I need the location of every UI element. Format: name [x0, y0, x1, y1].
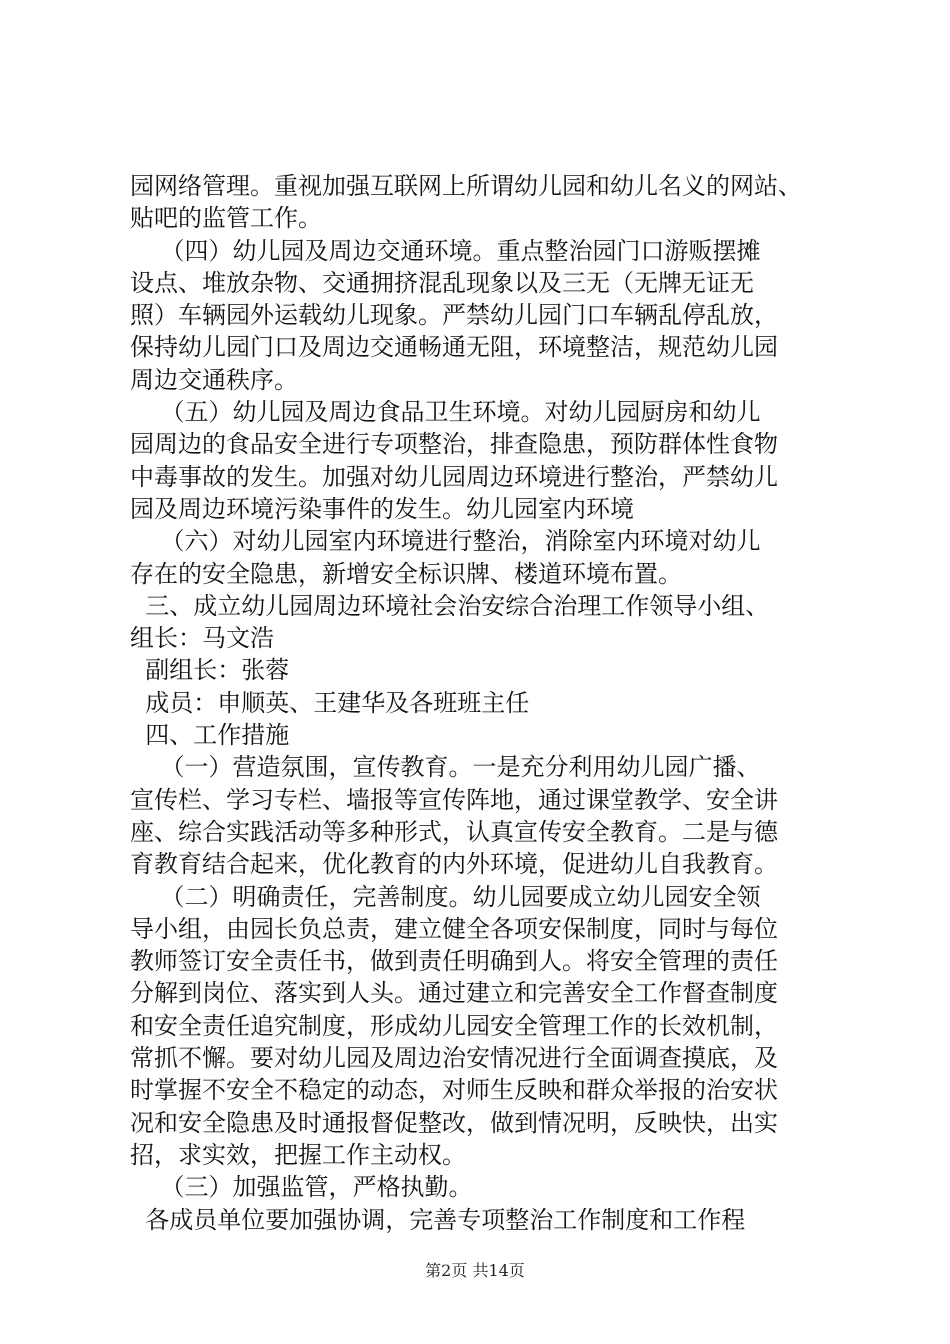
text-line: 保持幼儿园门口及周边交通畅通无阻，环境整洁，规范幼儿园: [130, 333, 778, 362]
text-line: 分解到岗位、落实到人头。通过建立和完善安全工作督查制度: [130, 979, 778, 1008]
text-line: 育教育结合起来，优化教育的内外环境，促进幼儿自我教育。: [130, 850, 778, 879]
text-line: 成员：申顺英、王建华及各班班主任: [130, 688, 530, 717]
text-line: 照）车辆园外运载幼儿现象。严禁幼儿园门口车辆乱停乱放，: [130, 301, 778, 330]
text-line: 园网络管理。重视加强互联网上所谓幼儿园和幼儿名义的网站、: [130, 172, 802, 200]
text-line: （六）对幼儿园室内环境进行整治，消除室内环境对幼儿: [130, 527, 761, 556]
text-line: 招，求实效，把握工作主动权。: [130, 1140, 466, 1169]
document-body: [130, 170, 850, 1236]
text-line: （一）营造氛围，宣传教育。一是充分利用幼儿园广播、: [130, 753, 761, 782]
text-line: 设点、堆放杂物、交通拥挤混乱现象以及三无（无牌无证无: [130, 268, 754, 297]
text-line: 况和安全隐患及时通报督促整改，做到情况明，反映快，出实: [130, 1108, 778, 1137]
text-line: （二）明确责任，完善制度。幼儿园要成立幼儿园安全领: [130, 882, 761, 911]
text-line: 贴吧的监管工作。: [130, 204, 322, 233]
text-line: （五）幼儿园及周边食品卫生环境。对幼儿园厨房和幼儿: [130, 398, 761, 427]
page-number-footer: 第2页 共14页: [425, 1261, 525, 1280]
text-line: 时掌握不安全不稳定的动态，对师生反映和群众举报的治安状: [130, 1076, 778, 1105]
text-line: 存在的安全隐患，新增安全标识牌、楼道环境布置。: [130, 559, 682, 588]
text-line: （三）加强监管，严格执勤。: [130, 1173, 473, 1202]
text-line: 园周边的食品安全进行专项整治，排查隐患，预防群体性食物: [130, 430, 778, 459]
text-line: 导小组，由园长负总责，建立健全各项安保制度，同时与每位: [130, 914, 778, 943]
text-line: 三、成立幼儿园周边环境社会治安综合治理工作领导小组、: [130, 591, 770, 620]
text-line: （四）幼儿园及周边交通环境。重点整治园门口游贩摆摊: [130, 236, 761, 265]
text-line: 和安全责任追究制度，形成幼儿园安全管理工作的长效机制，: [130, 1011, 778, 1040]
text-line: 园及周边环境污染事件的发生。幼儿园室内环境: [130, 494, 634, 523]
text-line: 组长：马文浩: [130, 624, 274, 653]
text-line: 周边交通秩序。: [130, 365, 298, 394]
text-line: 各成员单位要加强协调，完善专项整治工作制度和工作程: [130, 1205, 746, 1234]
text-line: 教师签订安全责任书，做到责任明确到人。将安全管理的责任: [130, 947, 778, 976]
text-line: 常抓不懈。要对幼儿园及周边治安情况进行全面调查摸底，及: [130, 1044, 778, 1073]
text-line: 宣传栏、学习专栏、墙报等宣传阵地，通过课堂教学、安全讲: [130, 785, 778, 814]
text-line: 四、工作措施: [130, 721, 290, 750]
text-line: 副组长：张蓉: [130, 656, 290, 685]
text-line: 座、综合实践活动等多种形式，认真宣传安全教育。二是与德: [130, 817, 778, 846]
text-line: 中毒事故的发生。加强对幼儿园周边环境进行整治，严禁幼儿: [130, 462, 778, 491]
